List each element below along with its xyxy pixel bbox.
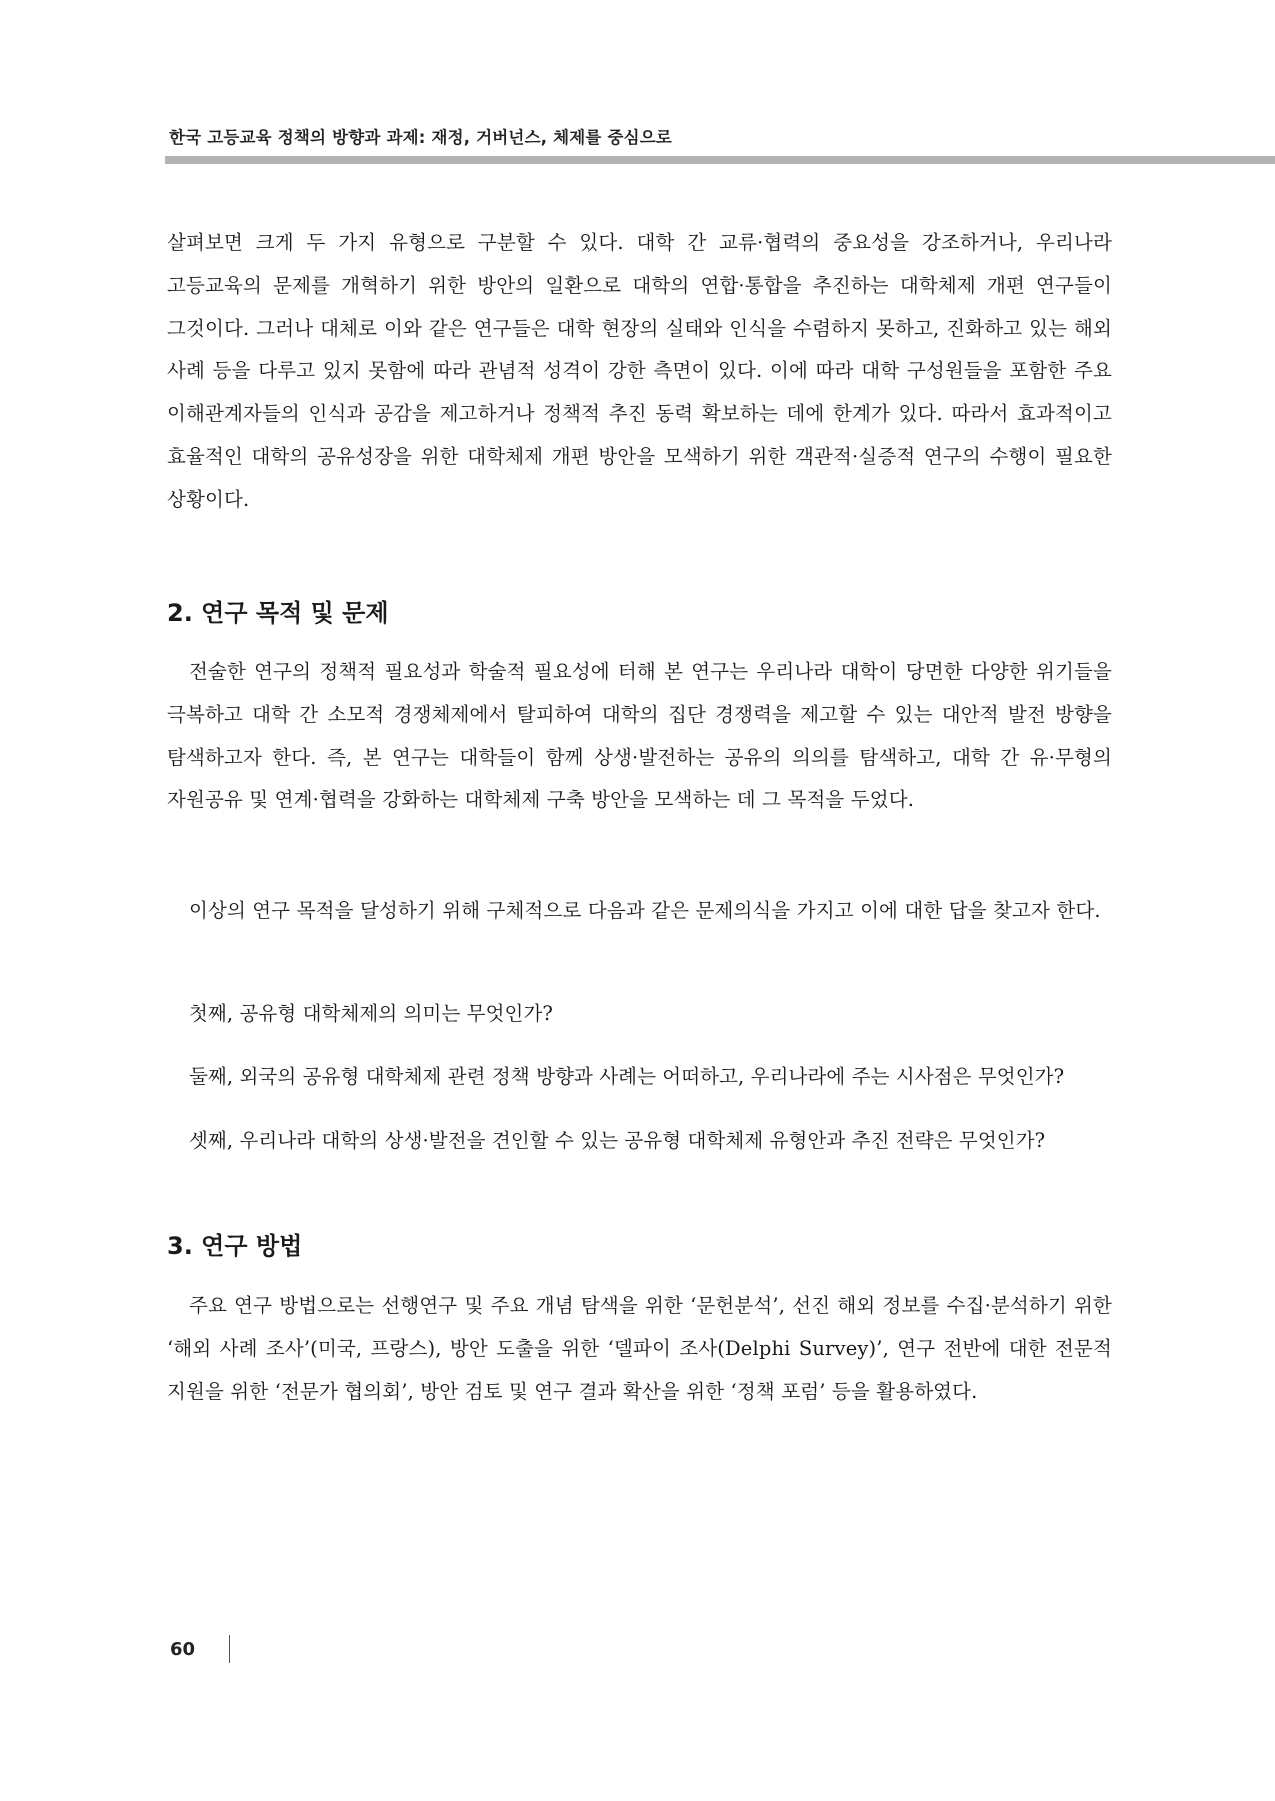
research-question-item: 첫째, 공유형 대학체제의 의미는 무엇인가?	[189, 1002, 553, 1025]
intro-paragraph: 살펴보면 크게 두 가지 유형으로 구분할 수 있다. 대학 간 교류·협력의 중요성을 강조하거나, 우리나라 고등교육의 문제를 개혁하기 위한 방안의 일환으로 대학의 연합·통합을 추진하는 대학체제 개편 연구들이 그것이다. 그러나 대체로 이와 같은 연구들은 대학 현장의 실태와 인식을 수렴하지 못하고, 진화하고 있는 해외 사례 등을 다루고 있지 못함에 따라 관념적 성격이 강한 측면이 있다. 이에 따라 대학 구성원들을 포함한 주요 이해관계자들의 인식과 공감을 제고하거나 정책적 추진 동력 확보하는 데에 한계가 있다. 따라서 효과적이고 효율적인 대학의 공유성장을 위한 대학체제 개편 방안을 모색하기 위한 객관적·실증적 연구의 수행이 필요한 상황이다.	[167, 231, 1112, 511]
footer-divider	[229, 1635, 230, 1663]
section-heading-research-method: 3. 연구 방법	[167, 1232, 303, 1260]
research-question-item: 둘째, 외국의 공유형 대학체제 관련 정책 방향과 사례는 어떠하고, 우리나라에 주는 시사점은 무엇인가?	[189, 1065, 1065, 1088]
running-header: 한국 고등교육 정책의 방향과 과제: 재정, 거버넌스, 체제를 중심으로	[169, 128, 673, 147]
method-paragraph: 주요 연구 방법으로는 선행연구 및 주요 개념 탐색을 위한 ‘문헌분석’, 선진 해외 정보를 수집·분석하기 위한 ‘해외 사례 조사’(미국, 프랑스), 방안 도출을 위한 ‘델파이 조사(Delphi Survey)’, 연구 전반에 대한 전문적 지원을 위한 ‘전문가 협의회’, 방안 검토 및 연구 결과 확산을 위한 ‘정책 포럼’ 등을 활용하였다.	[167, 1294, 1112, 1403]
header-rule	[165, 156, 1275, 164]
page-footer	[170, 1634, 230, 1664]
page-number: 60	[170, 1638, 196, 1660]
purpose-paragraph: 전술한 연구의 정책적 필요성과 학술적 필요성에 터해 본 연구는 우리나라 대학이 당면한 다양한 위기들을 극복하고 대학 간 소모적 경쟁체제에서 탈피하여 대학의 집단 경쟁력을 제고할 수 있는 대안적 발전 방향을 탐색하고자 한다. 즉, 본 연구는 대학들이 함께 상생·발전하는 공유의 의의를 탐색하고, 대학 간 유·무형의 자원공유 및 연계·협력을 강화하는 대학체제 구축 방안을 모색하는 데 그 목적을 두었다.	[167, 660, 1112, 812]
section-heading-research-purpose: 2. 연구 목적 및 문제	[167, 599, 389, 627]
questions-intro-paragraph: 이상의 연구 목적을 달성하기 위해 구체적으로 다음과 같은 문제의식을 가지고 이에 대한 답을 찾고자 한다.	[189, 899, 1101, 922]
research-question-item: 셋째, 우리나라 대학의 상생·발전을 견인할 수 있는 공유형 대학체제 유형안과 추진 전략은 무엇인가?	[189, 1129, 1046, 1152]
